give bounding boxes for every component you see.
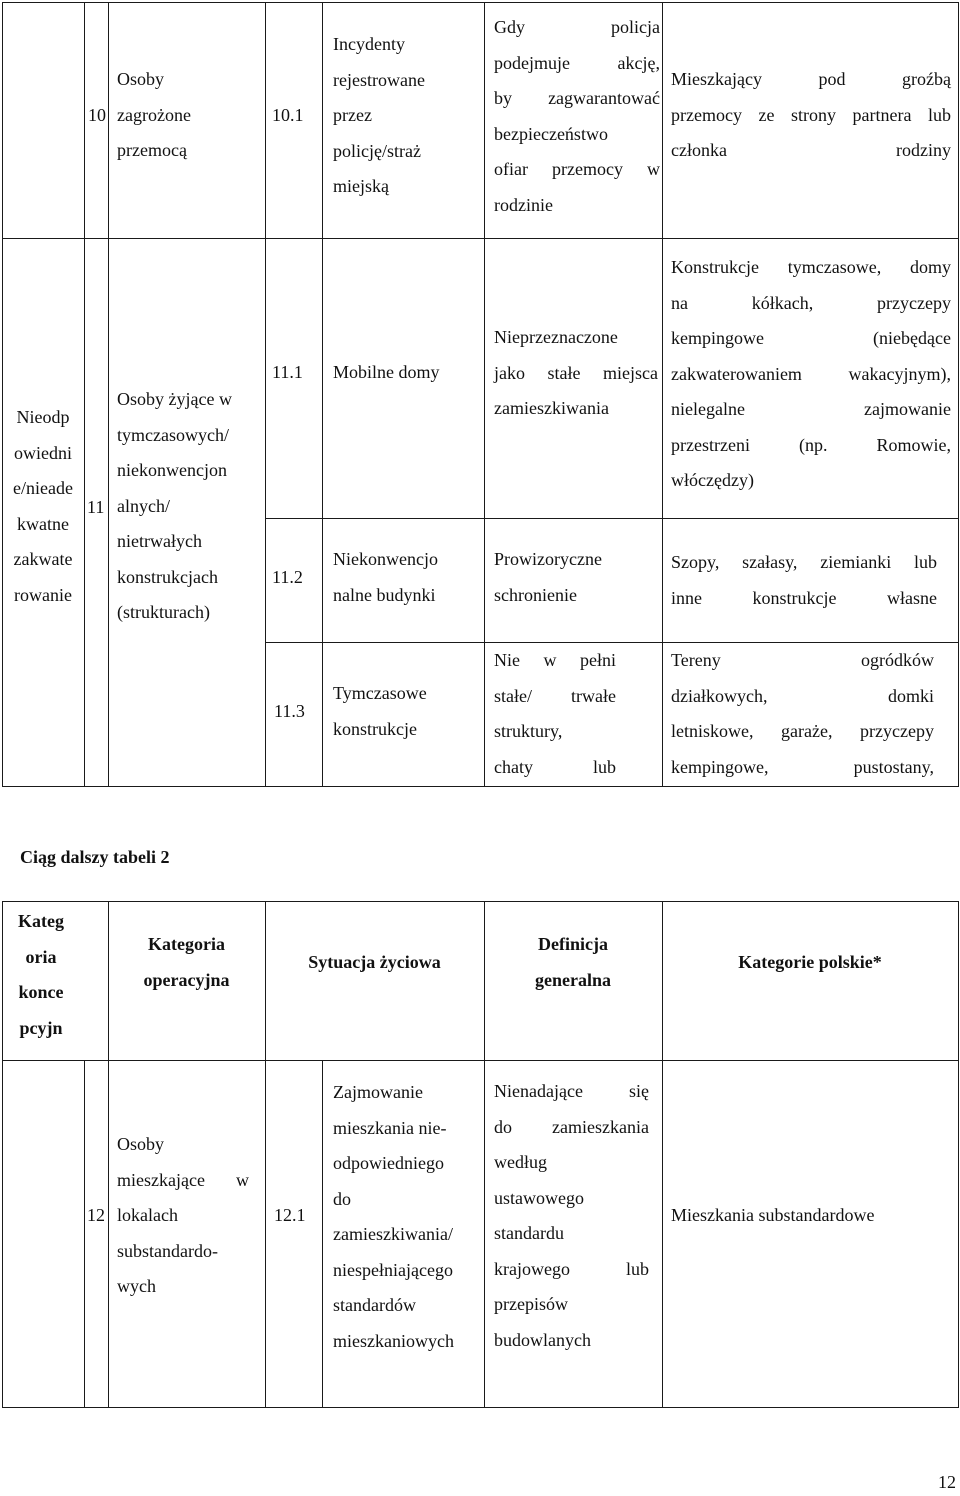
definition-cell: Nieprzeznaczone jako stałe miejsca zamieszkiwania bbox=[494, 327, 658, 418]
definition-cell: Nie w pełni stałe/ trwałe struktury, chaty lub bbox=[494, 650, 616, 777]
sub-label: Niekonwencjo nalne budynki bbox=[333, 549, 438, 605]
sub-label: Mobilne domy bbox=[333, 362, 440, 382]
sub-label: Incydenty rejestrowane przez policję/straż miejską bbox=[333, 34, 425, 196]
row-divider bbox=[2, 238, 959, 239]
header-operational: Kategoria operacyjna bbox=[143, 934, 230, 990]
column-divider bbox=[2, 2, 3, 787]
table-border bbox=[958, 901, 959, 1408]
polish-category-cell: Konstrukcje tymczasowe, domy na kółkach, przyczepy kempingowe (niebędące zakwaterowaniem wakacyjnym), nielegalne zajmowanie przestrzeni (np. Romowie, włóczędzy) bbox=[671, 257, 951, 490]
column-divider bbox=[484, 2, 485, 787]
cat-op-label: Osoby mieszkające w lokalach substandardo- wych bbox=[117, 1134, 249, 1296]
polish-category-cell: Szopy, szałasy, ziemianki lub inne konstrukcje własne bbox=[671, 552, 937, 608]
situation-cell: Zajmowanie mieszkania nie- odpowiedniego do zamieszkiwania/ niespełniającego standardów mieszkaniowych bbox=[333, 1082, 454, 1351]
sub-number: 11.3 bbox=[274, 701, 305, 721]
continuation-title: Ciąg dalszy tabeli 2 bbox=[20, 847, 170, 867]
header-polish: Kategorie polskie* bbox=[738, 952, 882, 972]
cat-op-number: 11 bbox=[87, 497, 105, 517]
sub-number: 12.1 bbox=[274, 1205, 306, 1225]
column-divider bbox=[322, 2, 323, 787]
column-divider bbox=[84, 2, 85, 787]
table-border bbox=[2, 901, 959, 902]
header-definition: Definicja generalna bbox=[535, 934, 611, 990]
cat-op-label: Osoby zagrożone przemocą bbox=[117, 69, 191, 160]
column-divider bbox=[322, 1060, 323, 1408]
polish-category-cell: Tereny ogródków działkowych, domki letniskowe, garaże, przyczepy kempingowe, pustostany, bbox=[671, 650, 934, 777]
category-label: Nieodp owiedni e/nieade kwatne zakwate rowanie bbox=[13, 407, 73, 605]
definition-cell: Gdy policja podejmuje akcję, by zagwarantować bezpieczeństwo ofiar przemocy w rodzinie bbox=[494, 17, 660, 215]
column-divider bbox=[662, 2, 663, 787]
table-border bbox=[2, 2, 959, 3]
page-number: 12 bbox=[938, 1472, 956, 1492]
sub-label: Tymczasowe konstrukcje bbox=[333, 683, 427, 739]
table-border bbox=[2, 1407, 959, 1408]
table-border bbox=[2, 786, 959, 787]
sub-number: 10.1 bbox=[272, 105, 304, 125]
cat-op-label: Osoby żyjące w tymczasowych/ niekonwencjon alnych/ nietrwałych konstrukcjach (strukturach) bbox=[117, 389, 232, 622]
column-divider bbox=[108, 2, 109, 787]
column-divider bbox=[265, 2, 266, 787]
header-category: Kateg oria konce pcyjn bbox=[18, 911, 64, 1038]
cat-op-number: 12 bbox=[87, 1205, 105, 1225]
definition-cell: Prowizoryczne schronienie bbox=[494, 549, 602, 605]
cat-op-number: 10 bbox=[88, 105, 106, 125]
sub-number: 11.2 bbox=[272, 567, 303, 587]
definition-cell: Nienadające się do zamieszkania według ustawowego standardu krajowego lub przepisów budowlanych bbox=[494, 1081, 649, 1350]
header-divider bbox=[2, 1060, 959, 1061]
column-divider bbox=[84, 1060, 85, 1408]
table-border bbox=[958, 2, 959, 787]
sub-number: 11.1 bbox=[272, 362, 303, 382]
header-situation: Sytuacja życiowa bbox=[308, 952, 441, 972]
polish-category-cell: Mieszkania substandardowe bbox=[671, 1205, 875, 1225]
polish-category-cell: Mieszkający pod groźbą przemocy ze strony partnera lub członka rodziny bbox=[671, 69, 951, 160]
row-divider bbox=[265, 518, 959, 519]
